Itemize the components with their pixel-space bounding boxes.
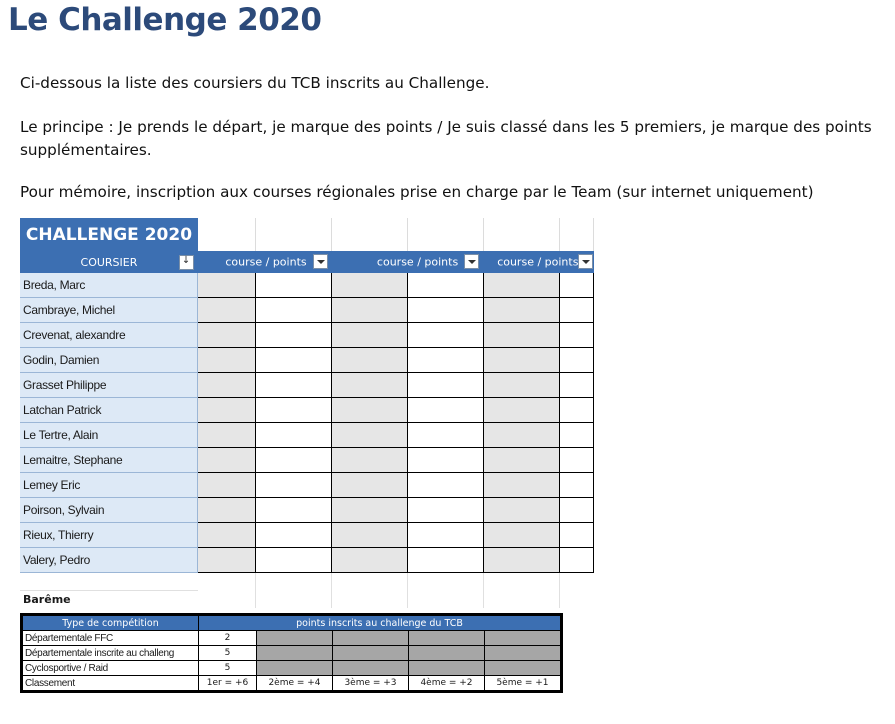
bareme-points-header: points inscrits au challenge du TCB [199, 616, 561, 631]
rider-name[interactable]: Crevenat, alexandre [20, 323, 198, 348]
table-row [20, 373, 594, 398]
course-header-3[interactable] [483, 251, 593, 273]
rider-name[interactable]: Cambraye, Michel [20, 298, 198, 323]
course-header-label: course / points [376, 255, 459, 268]
classement-value: 5ème = +1 [485, 676, 561, 691]
table-row [20, 398, 594, 423]
rider-name[interactable]: Rieux, Thierry [20, 523, 198, 548]
table-row [20, 348, 594, 373]
table-row [20, 298, 594, 323]
challenge-header: CHALLENGE 2020 [20, 218, 198, 251]
coursier-header-label: COURSIER [80, 255, 138, 269]
bareme-row-value: 5 [199, 646, 257, 661]
course-header-2[interactable] [332, 251, 484, 273]
classement-label: Classement [23, 676, 199, 691]
table-row [20, 323, 594, 348]
course-header-label: course / points [225, 255, 307, 268]
bareme-row-value: 2 [199, 631, 257, 646]
table-row [20, 498, 594, 523]
principle-paragraph: Le principe : Je prends le départ, je marque des points / Je suis classé dans les 5 premiers, je marque des points supplémentaires. [20, 118, 872, 159]
course-header-label: course / points [497, 255, 579, 268]
table-row [20, 273, 594, 298]
rider-name[interactable]: Le Tertre, Alain [20, 423, 198, 448]
dropdown-icon[interactable] [313, 254, 328, 269]
bareme-row-label: Départementale FFC [23, 631, 199, 646]
dropdown-icon[interactable] [464, 254, 479, 269]
classement-value: 2ème = +4 [257, 676, 333, 691]
page-title: Le Challenge 2020 [8, 2, 322, 38]
rider-name[interactable]: Lemey Eric [20, 473, 198, 498]
table-row [20, 448, 594, 473]
rider-name[interactable]: Breda, Marc [20, 273, 198, 298]
memo-paragraph: Pour mémoire, inscription aux courses régionales prise en charge par le Team (sur internet uniquement) [20, 183, 814, 201]
table-row [20, 473, 594, 498]
classement-value: 1er = +6 [199, 676, 257, 691]
bareme-type-header: Type de compétition [23, 616, 199, 631]
rider-name[interactable]: Valery, Pedro [20, 548, 198, 573]
dropdown-icon[interactable] [578, 254, 593, 269]
bareme-row-value: 5 [199, 661, 257, 676]
coursier-header[interactable] [20, 251, 198, 273]
classement-value: 3ème = +3 [333, 676, 409, 691]
sort-filter-icon[interactable] [179, 255, 194, 270]
rider-name[interactable]: Grasset Philippe [20, 373, 198, 398]
table-row [20, 523, 594, 548]
riders-table [20, 218, 594, 608]
spreadsheet-image [20, 218, 594, 698]
intro-paragraph: Ci-dessous la liste des coursiers du TCB inscrits au Challenge. [20, 74, 490, 92]
table-row [20, 548, 594, 573]
classement-value: 4ème = +2 [409, 676, 485, 691]
bareme-label: Barême [23, 593, 71, 606]
table-row [20, 423, 594, 448]
course-header-1[interactable] [198, 251, 332, 273]
rider-name[interactable]: Lemaitre, Stephane [20, 448, 198, 473]
bareme-row-label: Départementale inscrite au challeng [23, 646, 199, 661]
bareme-row-label: Cyclosportive / Raid [23, 661, 199, 676]
rider-name[interactable]: Poirson, Sylvain [20, 498, 198, 523]
rider-name[interactable]: Godin, Damien [20, 348, 198, 373]
bareme-table [20, 613, 563, 693]
rider-name[interactable]: Latchan Patrick [20, 398, 198, 423]
